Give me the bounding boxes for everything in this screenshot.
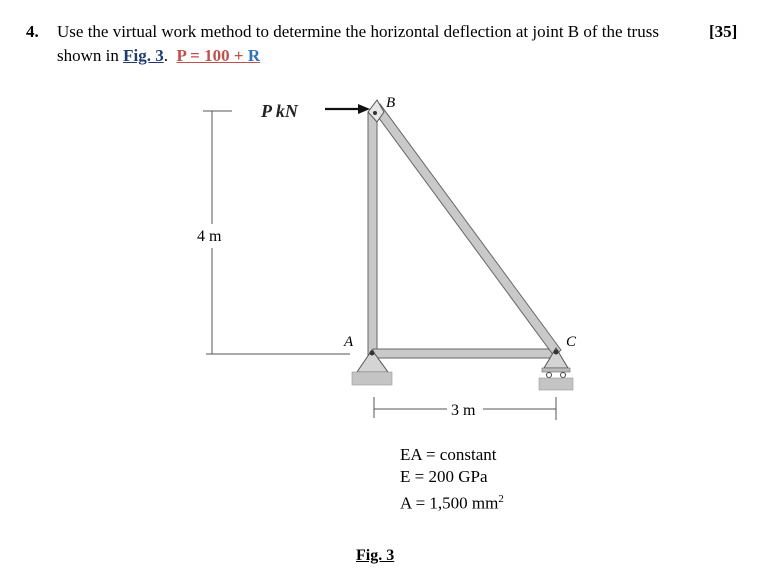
height-dimension-label: 4 m — [197, 228, 222, 245]
property-a-exponent: 2 — [498, 493, 504, 505]
property-ea: EA = constant — [400, 445, 497, 464]
load-label: P kN — [261, 101, 298, 121]
member-ab — [368, 112, 377, 356]
property-a-text: A = 1,500 mm — [400, 493, 499, 513]
figure-caption: Fig. 3 — [356, 547, 395, 564]
joint-a-label: A — [344, 334, 354, 350]
load-arrow — [325, 104, 370, 114]
joint-b-label: B — [386, 95, 396, 111]
joint-c-label: C — [566, 334, 577, 350]
question-text-line1: Use the virtual work method to determine the horizontal deflection at joint B of the truss — [57, 22, 659, 41]
property-e: E = 200 GPa — [400, 467, 488, 486]
load-expression-lhs: P = 100 + — [176, 46, 248, 65]
question-number: 4. — [26, 22, 39, 41]
question-text-prefix: shown in — [57, 46, 124, 65]
member-ac — [373, 349, 559, 358]
separator: . — [163, 46, 168, 65]
figure-reference-link[interactable]: Fig. 3 — [123, 46, 164, 65]
material-properties — [400, 444, 504, 515]
height-dimension — [203, 111, 350, 354]
member-bc — [373, 104, 561, 356]
width-dimension-label: 3 m — [451, 402, 476, 419]
property-a — [400, 488, 504, 515]
question-marks: [35] — [709, 22, 738, 41]
truss-members — [368, 104, 561, 358]
load-expression-variable: R — [247, 46, 261, 65]
